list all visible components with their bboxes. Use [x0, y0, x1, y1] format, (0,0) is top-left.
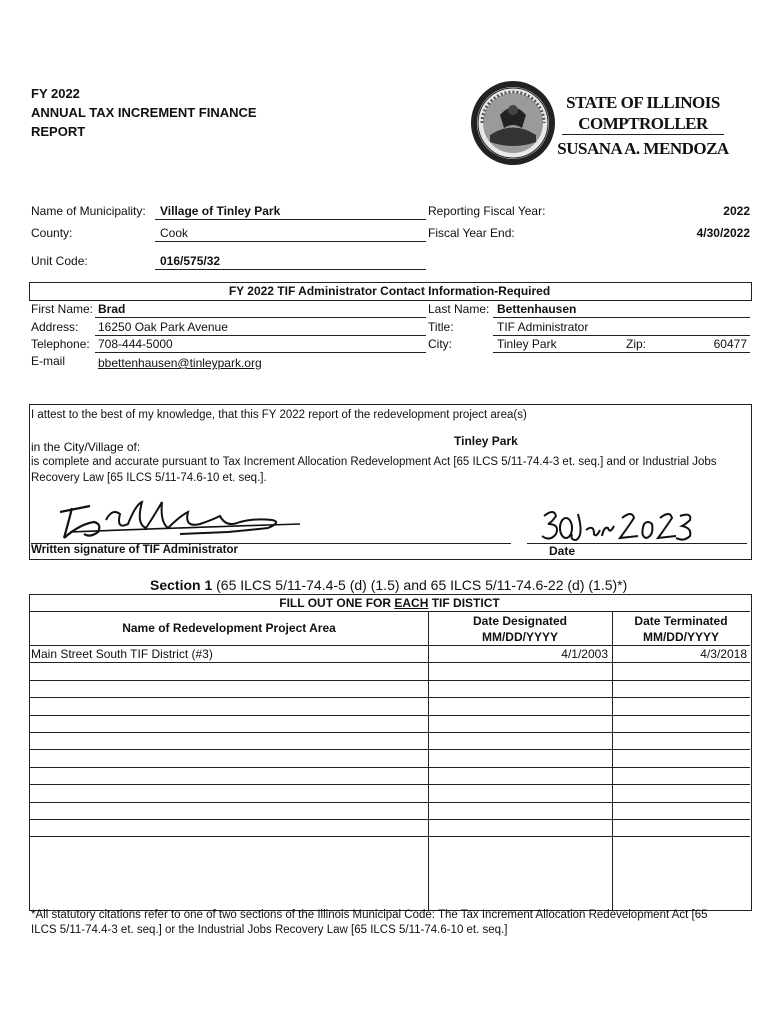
attestation-line3: is complete and accurate pursuant to Tax Increment Allocation Redevelopment Act [65 ILCS 5/11-74.4-3 et. seq.] and or Industrial Jobs — [31, 456, 717, 468]
signature-label: Written signature of TIF Administrator — [31, 544, 239, 556]
table-row — [0, 732, 770, 749]
col-header-designated-line2: MM/DD/YYYY — [481, 630, 558, 644]
unit-code-label: Unit Code: — [31, 254, 88, 268]
report-title — [31, 84, 257, 141]
col-header-designated — [428, 613, 612, 645]
table-row — [0, 645, 770, 662]
zip-value: 60477 — [713, 337, 747, 351]
title-label: Title: — [428, 320, 454, 334]
first-name-value: Brad — [98, 302, 126, 316]
comptroller-name: SUSANA A. MENDOZA — [557, 139, 729, 158]
table-row — [0, 836, 770, 853]
city-value: Tinley Park — [497, 337, 557, 351]
table-row — [0, 697, 770, 714]
office-name: COMPTROLLER — [578, 114, 708, 133]
fill-out-each: EACH — [394, 596, 429, 610]
handwritten-signature — [50, 494, 310, 544]
section1-title-rest: (65 ILCS 5/11-74.4-5 (d) (1.5) and 65 ILCS 5/11-74.6-22 (d) (1.5)*) — [212, 577, 628, 593]
col-header-designated-line1: Date Designated — [472, 614, 568, 628]
fill-out-post: TIF DISTICT — [428, 596, 500, 610]
table-row — [0, 680, 770, 697]
section1-title — [150, 577, 627, 593]
municipality-value: Village of Tinley Park — [160, 204, 281, 218]
municipality-label: Name of Municipality: — [31, 204, 146, 218]
report-title-line3: REPORT — [31, 124, 86, 139]
table-row — [0, 662, 770, 679]
section1-title-bold: Section 1 — [150, 577, 213, 593]
attestation-line1: I attest to the best of my knowledge, that this FY 2022 report of the redevelopment project area(s) — [31, 409, 527, 421]
telephone-value: 708-444-5000 — [98, 337, 173, 351]
illinois-state-seal-icon — [470, 80, 556, 166]
state-name: STATE OF ILLINOIS — [566, 93, 720, 112]
first-name-label: First Name: — [31, 302, 94, 316]
fill-out-pre: FILL OUT ONE FOR — [279, 596, 395, 610]
city-label: City: — [428, 337, 452, 351]
email-value[interactable]: bbettenhausen@tinleypark.org — [98, 356, 262, 370]
cell-date-designated: 4/1/2003 — [561, 647, 608, 661]
table-row — [0, 767, 770, 784]
county-value: Cook — [160, 226, 189, 240]
col-header-terminated-line1: Date Terminated — [634, 614, 728, 628]
reporting-fy-value: 2022 — [723, 204, 750, 218]
handwritten-date — [540, 506, 700, 546]
table-row — [0, 715, 770, 732]
footnote-line2: ILCS 5/11-74.4-3 et. seq.] or the Industrial Jobs Recovery Law [65 ILCS 5/11-74.6-10 et. seq.] — [31, 924, 508, 936]
table-row — [0, 749, 770, 766]
cell-date-terminated: 4/3/2018 — [700, 647, 747, 661]
table-row — [0, 802, 770, 819]
in-city-label: in the City/Village of: — [31, 440, 141, 454]
reporting-fy-label: Reporting Fiscal Year: — [428, 204, 546, 218]
unit-code-value: 016/575/32 — [160, 254, 221, 268]
attestation-line4: Recovery Law [65 ILCS 5/11-74.6-10 et. seq.]. — [31, 472, 267, 484]
col-header-terminated — [612, 613, 750, 645]
email-label: E-mail — [31, 354, 66, 368]
last-name-value: Bettenhausen — [497, 302, 577, 316]
zip-label: Zip: — [626, 337, 647, 351]
address-value: 16250 Oak Park Avenue — [98, 320, 228, 334]
report-title-line1: FY 2022 — [31, 86, 80, 101]
table-row — [0, 784, 770, 801]
report-title-line2: ANNUAL TAX INCREMENT FINANCE — [31, 105, 257, 120]
table-row — [0, 819, 770, 836]
fy-end-value: 4/30/2022 — [696, 226, 750, 240]
county-label: County: — [31, 226, 73, 240]
address-label: Address: — [31, 320, 79, 334]
contact-section-title: FY 2022 TIF Administrator Contact Information-Required — [228, 284, 551, 298]
comptroller-block — [556, 92, 730, 134]
telephone-label: Telephone: — [31, 337, 90, 351]
fy-end-label: Fiscal Year End: — [428, 226, 515, 240]
col-header-terminated-line2: MM/DD/YYYY — [642, 630, 719, 644]
title-value: TIF Administrator — [497, 320, 589, 334]
col-header-name: Name of Redevelopment Project Area — [122, 621, 336, 635]
last-name-label: Last Name: — [428, 302, 490, 316]
date-label: Date — [549, 544, 576, 558]
fill-out-instruction — [29, 596, 750, 610]
cell-project-area: Main Street South TIF District (#3) — [31, 647, 213, 661]
attestation-city-value: Tinley Park — [454, 434, 518, 448]
footnote-line1: *All statutory citations refer to one of two sections of the Illinois Municipal Code: The Tax Increment Allocation Redevelopment Act [65 — [31, 909, 708, 921]
